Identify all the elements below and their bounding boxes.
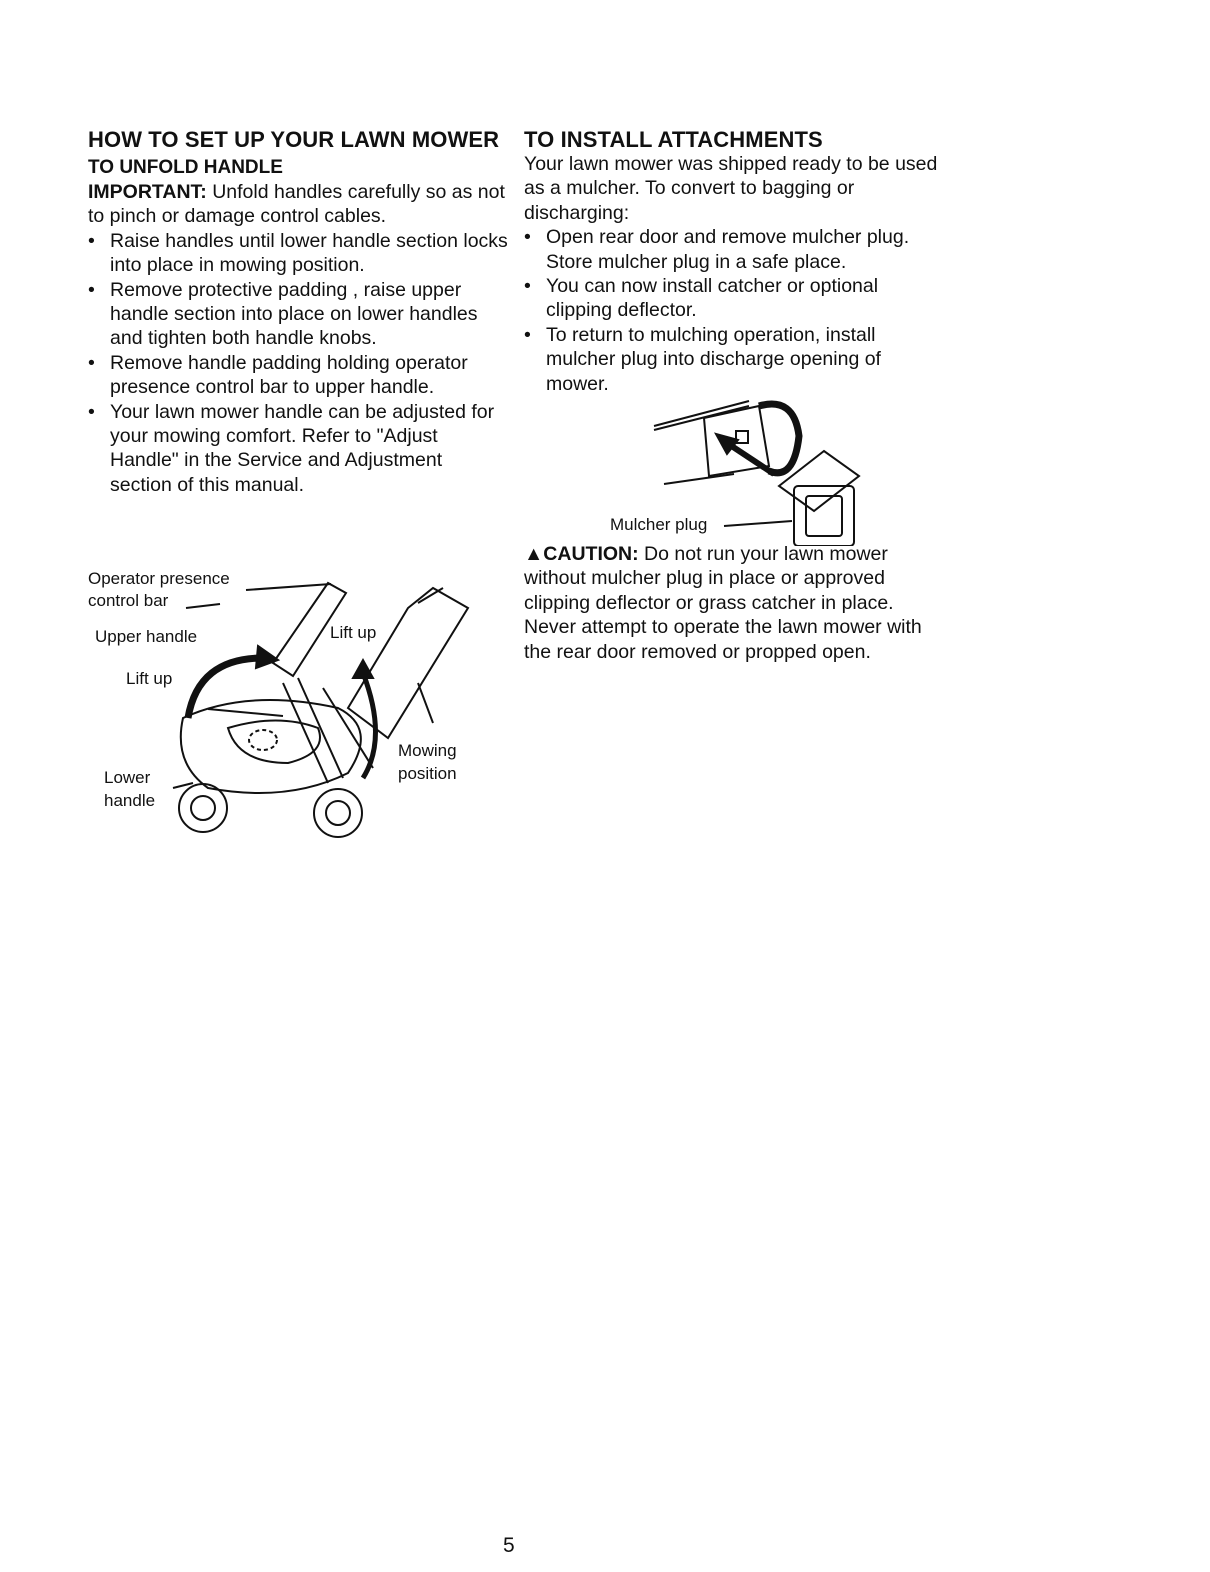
list-item: • Raise handles until lower handle section locks into place in mowing position. [88,229,508,278]
lower-handle-label-line1: Lower [104,768,151,787]
left-column [88,127,508,810]
mulcher-plug-label: Mulcher plug [610,515,708,535]
right-column [524,128,944,664]
install-intro: Your lawn mower was shipped ready to be used as a mulcher. To convert to bagging or discharging: [524,153,938,224]
important-note [88,180,508,229]
mowing-position-label-line2: position [398,764,457,783]
list-item: • Your lawn mower handle can be adjusted for your mowing comfort. Refer to "Adjust Handle" in the Service and Adjustment section of this manual. [88,400,508,498]
caution-note [524,542,944,664]
caution-label: ▲CAUTION: [524,543,639,566]
list-item: • To return to mulching operation, install mulcher plug into discharge opening of mower. [524,323,944,396]
unfold-handle-figure [88,568,488,848]
mowing-position-label-line1: Mowing [398,741,457,760]
lower-handle-label-line2: handle [104,791,156,810]
important-text: Unfold handles carefully so as not to pinch or damage control cables. [88,181,505,228]
install-attachments-title: TO INSTALL ATTACHMENTS [524,127,823,152]
list-item: • Remove protective padding , raise upper handle section into place on lower handles and tighten both handle knobs. [88,278,508,351]
upper-handle-label: Upper handle [95,627,198,646]
lift-up-left-label: Lift up [126,669,173,688]
unfold-handle-subtitle: TO UNFOLD HANDLE [88,157,283,178]
operator-presence-label-line2: control bar [88,591,169,610]
list-item: • Open rear door and remove mulcher plug. Store mulcher plug in a safe place. [524,225,944,274]
mulcher-plug-figure [524,396,944,536]
mulcher-plug-illustration [524,396,944,546]
page-number: 5 [503,1534,515,1557]
operator-presence-label-line1: Operator presence [88,569,230,588]
list-item: • Remove handle padding holding operator presence control bar to upper handle. [88,351,508,400]
unfold-steps-list [88,229,508,497]
important-label: IMPORTANT: [88,181,207,203]
install-steps-list [524,225,944,396]
setup-title: HOW TO SET UP YOUR LAWN MOWER [88,127,500,152]
lift-up-right-label: Lift up [330,623,377,642]
list-item: • You can now install catcher or optional clipping deflector. [524,274,944,323]
caution-text: Do not run your lawn mower without mulcher plug in place or approved clipping deflector or grass catcher in place. Never attempt to operate the lawn mower with the rear door removed or propped open. [524,543,922,663]
